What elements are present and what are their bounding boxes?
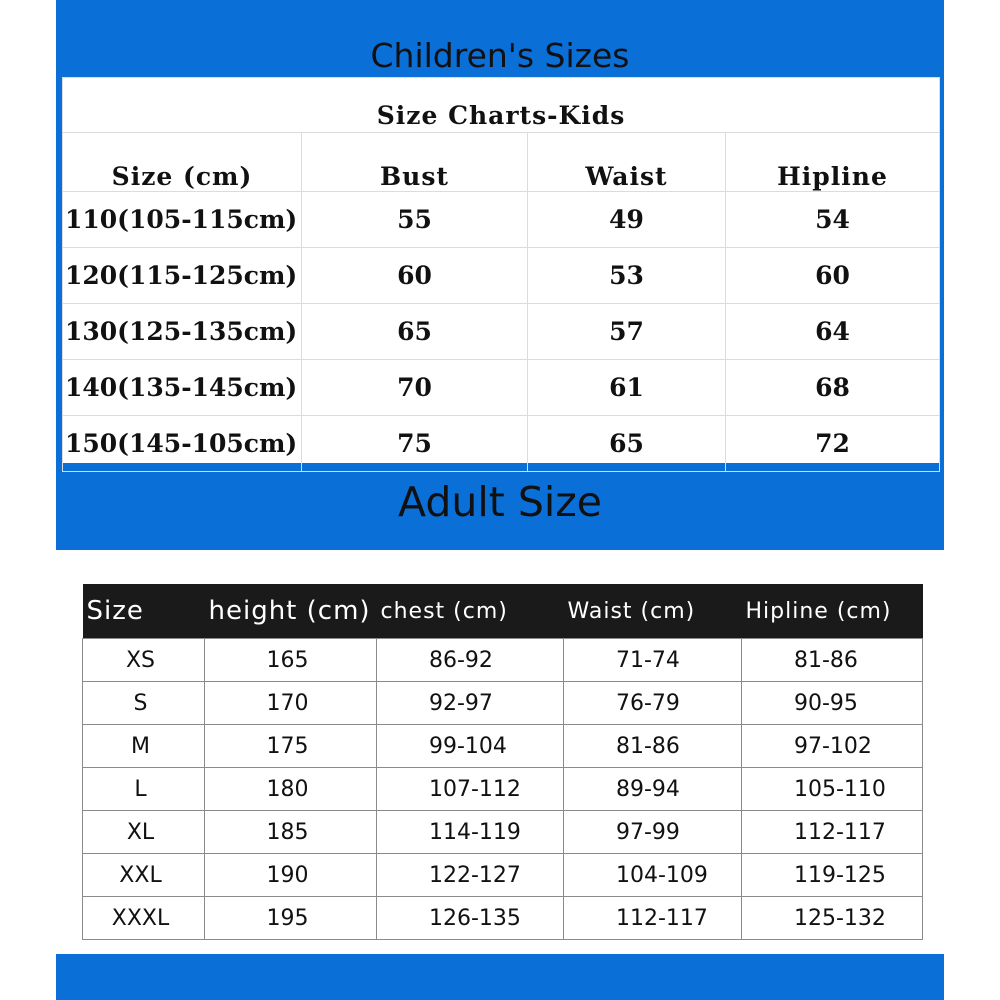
kids-hipline-cell: 54 bbox=[726, 192, 940, 248]
adult-col-chest-header: chest (cm) bbox=[377, 584, 564, 639]
kids-waist-cell: 53 bbox=[528, 248, 726, 304]
adult-height-cell: 195 bbox=[205, 897, 377, 940]
adult-chest-cell: 114-119 bbox=[377, 811, 564, 854]
kids-col-hipline-header: Hipline bbox=[726, 133, 940, 192]
adult-col-size-header: Size bbox=[83, 584, 205, 639]
adult-size-cell: XL bbox=[83, 811, 205, 854]
adult-waist-cell: 112-117 bbox=[564, 897, 742, 940]
adult-size-cell: S bbox=[83, 682, 205, 725]
adult-section-heading: Adult Size bbox=[398, 478, 602, 526]
adult-waist-cell: 97-99 bbox=[564, 811, 742, 854]
kids-col-size-header: Size (cm) bbox=[63, 133, 302, 192]
table-row bbox=[83, 725, 923, 768]
kids-col-bust-header: Bust bbox=[302, 133, 528, 192]
table-row bbox=[83, 768, 923, 811]
kids-waist-cell: 65 bbox=[528, 416, 726, 472]
kids-chart-caption: Size Charts-Kids bbox=[63, 78, 940, 133]
adult-hipline-cell: 119-125 bbox=[742, 854, 923, 897]
adult-chest-cell: 92-97 bbox=[377, 682, 564, 725]
kids-section-heading: Children's Sizes bbox=[370, 36, 630, 75]
kids-waist-cell: 57 bbox=[528, 304, 726, 360]
adult-chest-cell: 122-127 bbox=[377, 854, 564, 897]
kids-waist-cell: 61 bbox=[528, 360, 726, 416]
adult-col-height-header: height (cm) bbox=[205, 584, 377, 639]
adult-size-cell: L bbox=[83, 768, 205, 811]
adult-waist-cell: 89-94 bbox=[564, 768, 742, 811]
adult-height-cell: 185 bbox=[205, 811, 377, 854]
adult-height-cell: 170 bbox=[205, 682, 377, 725]
table-row bbox=[63, 360, 940, 416]
adult-chest-cell: 107-112 bbox=[377, 768, 564, 811]
kids-size-cell: 110(105-115cm) bbox=[63, 192, 302, 248]
adult-size-cell: M bbox=[83, 725, 205, 768]
kids-hipline-cell: 60 bbox=[726, 248, 940, 304]
kids-size-cell: 130(125-135cm) bbox=[63, 304, 302, 360]
kids-bust-cell: 70 bbox=[302, 360, 528, 416]
adult-chest-cell: 86-92 bbox=[377, 639, 564, 682]
kids-size-cell: 150(145-105cm) bbox=[63, 416, 302, 472]
kids-bust-cell: 75 bbox=[302, 416, 528, 472]
adult-height-cell: 165 bbox=[205, 639, 377, 682]
table-row bbox=[63, 248, 940, 304]
adult-col-waist-header: Waist (cm) bbox=[564, 584, 742, 639]
kids-size-cell: 140(135-145cm) bbox=[63, 360, 302, 416]
adult-height-cell: 175 bbox=[205, 725, 377, 768]
adult-waist-cell: 71-74 bbox=[564, 639, 742, 682]
table-row bbox=[83, 854, 923, 897]
table-row bbox=[63, 416, 940, 472]
kids-size-cell: 120(115-125cm) bbox=[63, 248, 302, 304]
kids-col-waist-header: Waist bbox=[528, 133, 726, 192]
adult-hipline-cell: 97-102 bbox=[742, 725, 923, 768]
table-row bbox=[83, 811, 923, 854]
adult-chest-cell: 126-135 bbox=[377, 897, 564, 940]
table-row bbox=[63, 192, 940, 248]
adult-height-cell: 190 bbox=[205, 854, 377, 897]
adult-hipline-cell: 90-95 bbox=[742, 682, 923, 725]
adult-waist-cell: 76-79 bbox=[564, 682, 742, 725]
table-row bbox=[83, 682, 923, 725]
adult-size-cell: XS bbox=[83, 639, 205, 682]
table-row bbox=[83, 639, 923, 682]
bottom-blue-band bbox=[56, 954, 944, 1000]
adult-hipline-cell: 105-110 bbox=[742, 768, 923, 811]
adult-chest-cell: 99-104 bbox=[377, 725, 564, 768]
table-row bbox=[83, 897, 923, 940]
kids-size-chart bbox=[62, 77, 939, 463]
kids-bust-cell: 55 bbox=[302, 192, 528, 248]
kids-hipline-cell: 64 bbox=[726, 304, 940, 360]
adult-size-cell: XXL bbox=[83, 854, 205, 897]
adult-waist-cell: 104-109 bbox=[564, 854, 742, 897]
adult-hipline-cell: 112-117 bbox=[742, 811, 923, 854]
kids-bust-cell: 60 bbox=[302, 248, 528, 304]
adult-size-cell: XXXL bbox=[83, 897, 205, 940]
adult-hipline-cell: 81-86 bbox=[742, 639, 923, 682]
table-row bbox=[63, 304, 940, 360]
adult-hipline-cell: 125-132 bbox=[742, 897, 923, 940]
adult-waist-cell: 81-86 bbox=[564, 725, 742, 768]
adult-height-cell: 180 bbox=[205, 768, 377, 811]
adult-col-hipline-header: Hipline (cm) bbox=[742, 584, 923, 639]
kids-hipline-cell: 72 bbox=[726, 416, 940, 472]
kids-hipline-cell: 68 bbox=[726, 360, 940, 416]
kids-waist-cell: 49 bbox=[528, 192, 726, 248]
kids-bust-cell: 65 bbox=[302, 304, 528, 360]
adult-size-chart bbox=[82, 584, 922, 935]
